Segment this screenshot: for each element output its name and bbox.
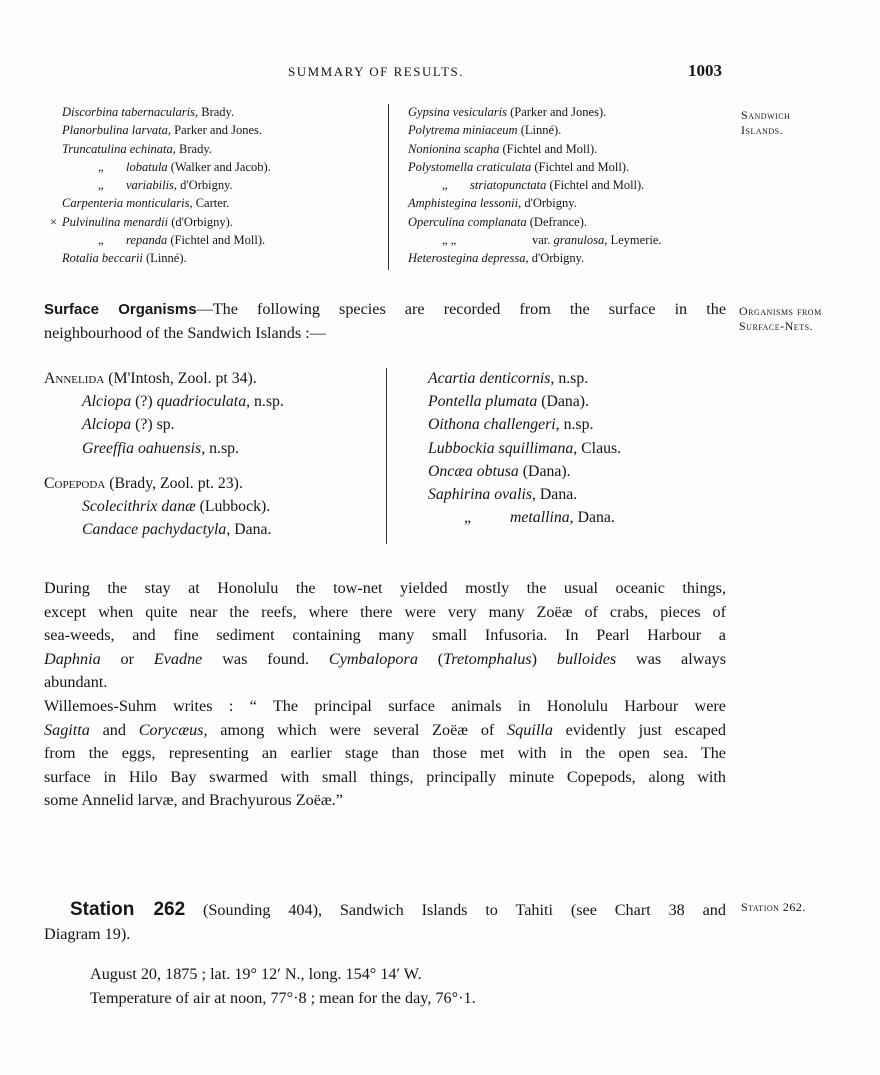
- species-name: Nonionina scapha: [408, 141, 500, 156]
- group-name: Annelida: [44, 370, 105, 387]
- species-row: [36, 249, 271, 267]
- cross-marker: ×: [50, 214, 58, 229]
- species-name: Saphirina ovalis: [428, 486, 532, 504]
- species-name: Acartia denticornis: [428, 370, 551, 387]
- species-author: , Leymerie.: [604, 233, 662, 248]
- text-run: or: [100, 649, 154, 668]
- species-name: Scolecithrix danæ: [82, 498, 196, 516]
- sidenote-sandwich-islands: [741, 108, 790, 138]
- species-row: [428, 390, 621, 413]
- species-author: , Carter.: [189, 196, 230, 211]
- species-row: [36, 194, 271, 212]
- sidenote-line: Organisms from: [739, 304, 822, 318]
- sidenote-station: Station 262.: [741, 900, 806, 914]
- species-author: (Lubbock).: [195, 498, 271, 516]
- species-name: Pulvinulina menardii: [62, 214, 169, 229]
- station-heading-block: [44, 898, 726, 946]
- text-run: among which were several Zoëæ of: [207, 720, 508, 739]
- text-run: ): [531, 649, 557, 668]
- species-row: [428, 460, 621, 483]
- text-line: Diagram 19).: [44, 924, 131, 943]
- species-author: , Brady.: [172, 141, 212, 156]
- text-run: and: [89, 720, 139, 739]
- species-author: , n.sp.: [550, 370, 589, 387]
- page-number: 1003: [688, 61, 722, 80]
- species-row: [408, 158, 662, 176]
- species-name: Lubbockia squillimana: [428, 439, 574, 457]
- species-row: [408, 213, 662, 231]
- text-run: abundant.: [44, 673, 108, 691]
- species-row: [408, 176, 662, 194]
- species-name: Alciopa: [82, 416, 132, 434]
- variety-label: var.: [532, 233, 554, 248]
- species-row: [428, 413, 621, 436]
- sidenote-line: Surface-Nets.: [739, 319, 814, 333]
- species-author: (Fichtel and Moll).: [531, 159, 630, 174]
- text-line: [44, 719, 726, 743]
- group-heading: [44, 472, 284, 495]
- species-row: [44, 495, 284, 518]
- species-name: Operculina complanata: [408, 214, 527, 229]
- sidenote-organisms: [739, 304, 822, 334]
- text-line: [44, 789, 726, 813]
- text-run: was always: [616, 649, 727, 668]
- species-author: (Dana).: [537, 393, 590, 411]
- italic-term: Cymbalopora: [328, 649, 418, 668]
- station-temperature: Temperature of air at noon, 77°·8 ; mean for the day, 76°·1.: [90, 988, 476, 1007]
- text-line: [44, 742, 726, 766]
- species-author: , d'Orbigny.: [173, 178, 233, 193]
- species-name: repanda: [126, 233, 168, 248]
- species-row: [408, 231, 662, 249]
- species-row: [36, 213, 271, 231]
- species-author: (Fichtel and Moll).: [167, 233, 266, 248]
- species-name: quadrioculata: [156, 393, 247, 411]
- species-name: Heterostegina depressa: [408, 251, 526, 266]
- foraminifera-list-right: [408, 103, 662, 268]
- group-heading: [44, 367, 284, 390]
- species-name: Candace pachydactyla: [82, 521, 227, 539]
- species-name: Discorbina tabernacularis: [62, 105, 195, 119]
- species-name: Rotalia beccarii: [62, 251, 143, 266]
- ditto-mark: „: [98, 178, 104, 193]
- species-row: [428, 367, 621, 390]
- italic-term: Corycæus,: [138, 720, 208, 739]
- species-name: Pontella plumata: [428, 393, 538, 411]
- species-name: Polystomella craticulata: [408, 159, 532, 174]
- text-line: [44, 577, 726, 601]
- species-author: (Dana).: [518, 462, 571, 480]
- italic-term: Squilla: [507, 720, 553, 739]
- species-name: Alciopa: [82, 393, 132, 411]
- column-divider: [388, 104, 389, 270]
- section-heading: Surface Organisms: [44, 301, 197, 318]
- sidenote-line: Sandwich: [741, 108, 791, 122]
- species-name: lobatula: [126, 159, 168, 174]
- text-line: [44, 671, 726, 695]
- ditto-mark: „: [98, 233, 104, 248]
- species-row: [36, 158, 271, 176]
- species-author: (Fichtel and Moll).: [499, 141, 598, 156]
- station-label: Station 262: [70, 899, 186, 920]
- text-run: some Annelid larvæ, and Brachyurous Zoëæ.”: [44, 791, 343, 809]
- species-author: , Claus.: [573, 439, 622, 457]
- species-row: [44, 518, 284, 541]
- species-row: [408, 121, 662, 139]
- species-author: , n.sp.: [246, 393, 284, 411]
- text-line: neighbourhood of the Sandwich Islands :—: [44, 323, 326, 342]
- species-author: , Brady.: [194, 105, 235, 119]
- text-line: [44, 766, 726, 790]
- species-name: Greeffia oahuensis: [82, 439, 202, 457]
- species-name: Oncæa obtusa: [428, 462, 519, 480]
- species-row: [408, 249, 662, 267]
- species-row: [428, 437, 621, 460]
- species-name: Planorbulina larvata: [62, 123, 168, 138]
- species-row: [408, 194, 662, 212]
- species-name: Polytrema miniaceum: [408, 123, 518, 138]
- ditto-mark: „: [442, 178, 448, 193]
- species-name: variabilis: [126, 178, 174, 193]
- species-author: , d'Orbigny.: [518, 196, 577, 211]
- species-row: [428, 506, 621, 529]
- spacer: [44, 460, 284, 472]
- ditto-mark: „: [464, 509, 472, 527]
- text-line: [44, 695, 726, 719]
- text-run: except when quite near the reefs, where there were very many Zoëæ of crabs, pieces of: [44, 602, 726, 621]
- intro-text: —The following species are recorded from the surface in the: [196, 300, 727, 318]
- species-row: [36, 176, 271, 194]
- species-author: , Dana.: [532, 486, 578, 504]
- species-name: Oithona challengeri: [428, 416, 556, 434]
- text-line: [44, 624, 726, 648]
- species-row: [408, 103, 662, 121]
- species-author: (Fichtel and Moll).: [546, 178, 645, 193]
- italic-term: Evadne: [153, 649, 203, 668]
- station-details: [90, 963, 710, 1010]
- species-row: [44, 437, 284, 460]
- species-author: (Parker and Jones).: [506, 105, 607, 119]
- group-ref: (Brady, Zool. pt. 23).: [105, 474, 243, 492]
- sidenote-line: Islands.: [741, 123, 784, 137]
- station-text: (Sounding 404), Sandwich Islands to Tahiti (see Chart 38 and: [185, 901, 726, 919]
- surface-list-left: [44, 367, 284, 541]
- species-row: [428, 483, 621, 506]
- foraminifera-list-left: [36, 103, 271, 268]
- species-row: [44, 413, 284, 436]
- species-name: metallina: [510, 509, 570, 527]
- surface-intro: [44, 298, 726, 345]
- species-mid: (?) sp.: [131, 416, 175, 434]
- species-author: (Linné).: [517, 123, 562, 138]
- species-row: [44, 390, 284, 413]
- text-run: from the eggs, representing an earlier stage than those met with in the open sea. The: [44, 744, 726, 762]
- text-run: sea-weeds, and fine sediment containing many small Infusoria. In Pearl Harbour a: [44, 626, 726, 644]
- text-line: [44, 601, 726, 625]
- column-divider: [386, 368, 387, 544]
- running-header: SUMMARY OF RESULTS.: [288, 64, 465, 79]
- species-author: , d'Orbigny.: [525, 251, 585, 266]
- species-name: striatopunctata: [470, 178, 547, 193]
- group-name: Copepoda: [44, 474, 106, 492]
- text-run: surface in Hilo Bay swarmed with small things, principally minute Copepods, along with: [44, 767, 726, 786]
- species-row: [36, 103, 271, 121]
- species-row: [36, 140, 271, 158]
- species-author: (Defrance).: [526, 214, 587, 229]
- species-author: (d'Orbigny).: [168, 214, 233, 229]
- species-author: , n.sp.: [201, 439, 239, 457]
- text-line: [44, 898, 726, 923]
- species-author: , Dana.: [569, 509, 615, 527]
- ditto-mark: „ „: [442, 233, 457, 248]
- italic-term: Daphnia: [44, 649, 101, 668]
- text-run: During the stay at Honolulu the tow-net yielded mostly the usual oceanic things,: [44, 579, 726, 597]
- species-mid: (?): [131, 393, 157, 411]
- ditto-mark: „: [98, 159, 104, 174]
- text-run: was found.: [202, 649, 329, 668]
- text-run: (: [417, 649, 444, 668]
- group-ref: (M'Intosh, Zool. pt 34).: [104, 370, 257, 387]
- text-run: Willemoes-Suhm writes : “ The principal surface animals in Honolulu Harbour were: [44, 697, 726, 715]
- italic-term: Tretomphalus: [443, 649, 532, 668]
- species-name: Truncatulina echinata: [62, 141, 173, 156]
- text-line: [44, 648, 726, 672]
- species-author: , Parker and Jones.: [167, 123, 262, 138]
- text-run: evidently just escaped: [552, 720, 727, 739]
- species-row: [36, 121, 271, 139]
- italic-term: Sagitta: [44, 720, 90, 739]
- species-author: (Linné).: [142, 251, 187, 266]
- species-author: , Dana.: [226, 521, 272, 539]
- species-row: [408, 140, 662, 158]
- italic-term: bulloides: [556, 649, 617, 668]
- species-name: Carpenteria monticularis: [62, 196, 190, 211]
- species-author: , n.sp.: [555, 416, 594, 434]
- station-date-position: August 20, 1875 ; lat. 19° 12′ N., long. 154° 14′ W.: [90, 965, 422, 983]
- paragraph-honolulu: [44, 577, 726, 695]
- species-row: [36, 231, 271, 249]
- species-name: Gypsina vesicularis: [408, 105, 507, 119]
- species-name: Amphistegina lessonii: [408, 196, 519, 211]
- paragraph-willemoes-suhm: [44, 695, 726, 813]
- surface-list-right: [428, 367, 621, 529]
- species-name: granulosa: [553, 233, 605, 248]
- species-author: (Walker and Jacob).: [167, 159, 271, 174]
- text-line: [44, 298, 726, 322]
